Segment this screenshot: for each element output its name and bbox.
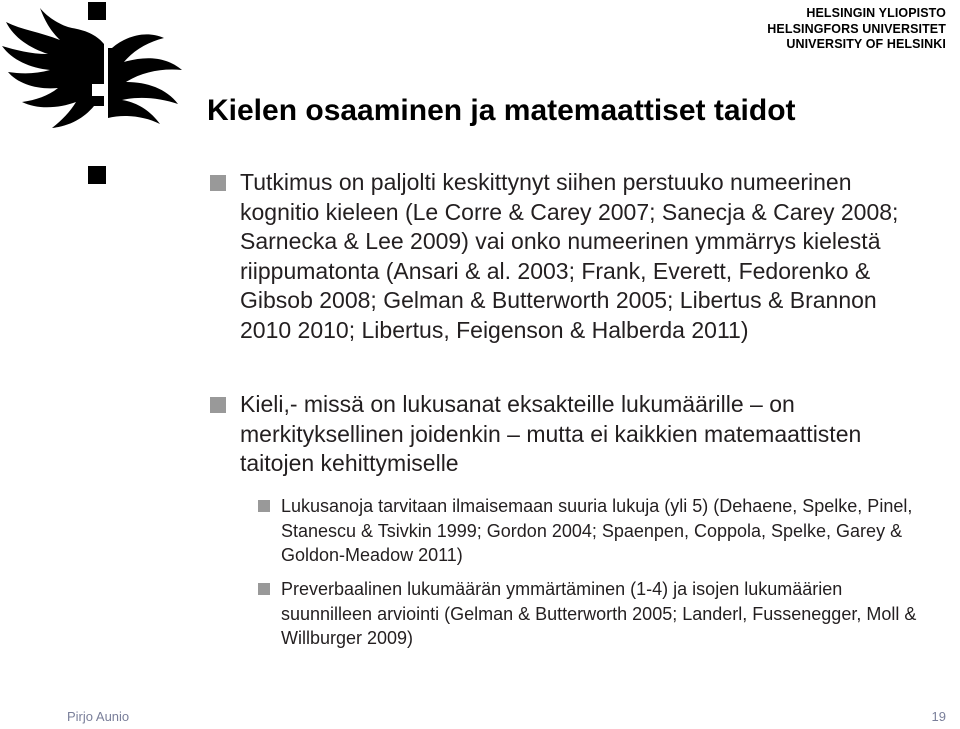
university-name bbox=[767, 6, 946, 53]
bullet-text: Tutkimus on paljolti keskittynyt siihen perstuuko numeerinen kognitio kieleen (Le Corre & Carey 2007; Sanecja & Carey 2008; Sarnecka & Lee 2009) vai onko numeerinen ymmärrys kielestä riippumatonta (Ansari & al. 2003; Frank, Everett, Fedorenko & Gibsob 2008; Gelman & Butterworth 2005; Libertus & Brannon 2010 2010; Libertus, Feigenson & Halberda 2011) bbox=[240, 169, 899, 343]
sub-bullet-text: Lukusanoja tarvitaan ilmaisemaan suuria lukuja (yli 5) (Dehaene, Spelke, Pinel, Stanescu & Tsivkin 1999; Gordon 2004; Spaenpen, Coppola, Spelke, Garey & Goldon-Meadow 2011) bbox=[281, 496, 913, 566]
page-number: 19 bbox=[931, 709, 946, 724]
sub-bullet-item bbox=[258, 494, 938, 568]
university-name-swedish: HELSINGFORS UNIVERSITET bbox=[767, 21, 946, 36]
university-flame-logo-icon bbox=[0, 0, 200, 200]
bullet-square-icon bbox=[210, 397, 226, 413]
bullet-text: Kieli,- missä on lukusanat eksakteille lukumäärille – on merkityksellinen joidenkin – mutta ei kaikkien matemaattisten taitojen kehittymiselle bbox=[240, 391, 862, 477]
sub-bullet-text: Preverbaalinen lukumäärän ymmärtäminen (1-4) ja isojen lukumäärien suunnilleen arviointi (Gelman & Butterworth 2005; Landerl, Fussenegger, Moll & Willburger 2009) bbox=[281, 579, 917, 649]
slide-title: Kielen osaaminen ja matemaattiset taidot bbox=[207, 94, 796, 127]
bullet-square-icon bbox=[210, 175, 226, 191]
university-name-english: UNIVERSITY OF HELSINKI bbox=[786, 37, 946, 51]
bullet-item bbox=[210, 390, 930, 479]
sub-bullet-item bbox=[258, 577, 938, 651]
footer-author: Pirjo Aunio bbox=[67, 709, 130, 724]
university-name-finnish: HELSINGIN YLIOPISTO bbox=[806, 6, 946, 20]
sub-bullet-square-icon bbox=[258, 500, 270, 512]
sub-bullet-square-icon bbox=[258, 583, 270, 595]
bullet-item bbox=[210, 168, 930, 346]
